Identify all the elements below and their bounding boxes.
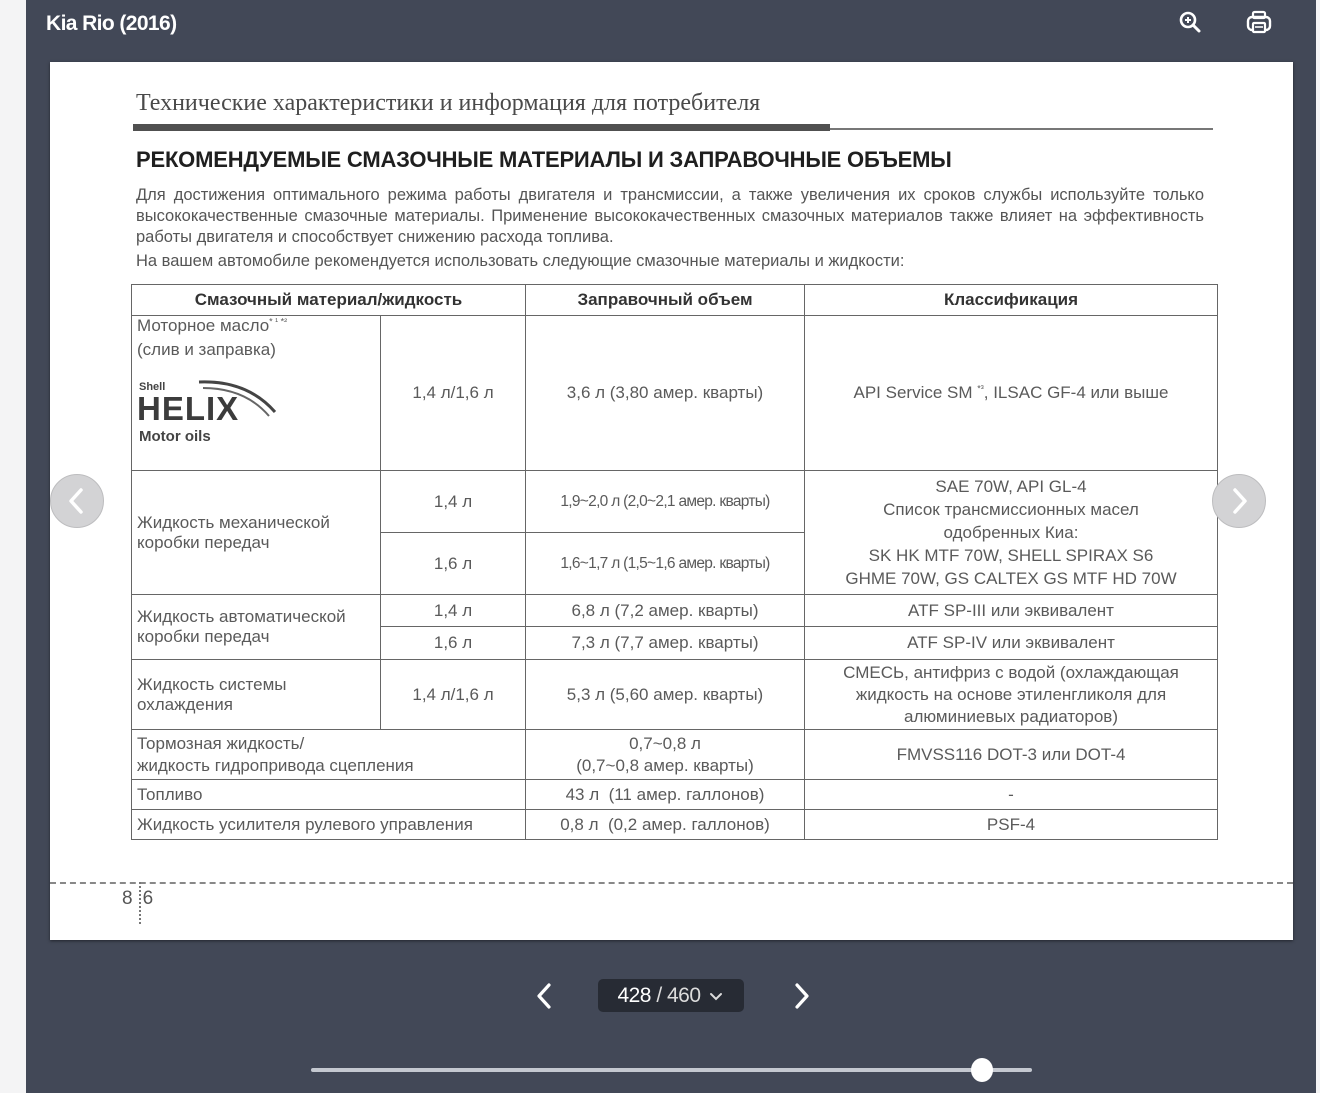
manual-spec-line: Список трансмиссионных масел — [883, 500, 1139, 519]
document-title: Kia Rio (2016) — [46, 12, 177, 35]
page-number — [122, 888, 153, 910]
header-classification: Классификация — [805, 285, 1218, 316]
previous-page-overlay-button[interactable] — [50, 474, 104, 528]
manual-engine-2: 1,6 л — [381, 533, 526, 595]
steering-name: Жидкость усилителя рулевого управления — [132, 810, 526, 840]
table-row — [132, 810, 1218, 840]
table-header-row — [132, 285, 1218, 316]
table-row — [132, 730, 1218, 780]
table-row — [132, 471, 1218, 533]
chevron-left-icon — [65, 486, 89, 516]
brake-name — [132, 730, 526, 780]
steering-volume: 0,8 л (0,2 амер. галлонов) — [526, 810, 805, 840]
document-viewer — [26, 0, 1316, 1093]
page-slider[interactable] — [311, 1068, 1032, 1072]
header-volume: Заправочный объем — [526, 285, 805, 316]
logo-shell: Shell — [139, 381, 166, 393]
next-page-overlay-button[interactable] — [1212, 474, 1266, 528]
auto-volume-1: 6,8 л (7,2 амер. кварты) — [526, 595, 805, 627]
table-row — [132, 660, 1218, 730]
previous-page-button[interactable] — [530, 980, 560, 1012]
page-separator: / — [650, 983, 667, 1007]
section-heading: РЕКОМЕНДУЕМЫЕ СМАЗОЧНЫЕ МАТЕРИАЛЫ И ЗАПРАВОЧНЫЕ ОБЪЕМЫ — [136, 147, 952, 172]
zoom-in-button[interactable] — [1176, 8, 1206, 38]
chevron-down-icon — [707, 989, 725, 1003]
table-row — [132, 316, 1218, 471]
zoom-in-icon — [1176, 8, 1206, 38]
chevron-left-icon — [530, 980, 560, 1012]
steering-spec: PSF-4 — [805, 810, 1218, 840]
page-number-section: 8 — [122, 888, 133, 909]
coolant-name: Жидкость системы охлаждения — [132, 660, 381, 730]
engine-oil-engine: 1,4 л/1,6 л — [381, 316, 526, 471]
manual-spec-line: GHME 70W, GS CALTEX GS MTF HD 70W — [845, 569, 1177, 588]
intro-paragraph: Для достижения оптимального режима работы двигателя и трансмиссии, а также увеличения их сроков службы используйте только высококачественные смазочные материалы. Применение высококачественных смазочных материалов также влияет на эффективность работы двигателя и способствует снижению расхода топлива. — [136, 186, 1204, 246]
shell-helix-logo — [137, 378, 287, 448]
engine-oil-spec — [805, 316, 1218, 471]
print-button[interactable] — [1244, 8, 1274, 38]
table-row — [132, 595, 1218, 627]
auto-spec-1: ATF SP-III или эквивалент — [805, 595, 1218, 627]
header-rule-thin — [830, 128, 1213, 130]
auto-engine-2: 1,6 л — [381, 627, 526, 660]
brake-name-1: Тормозная жидкость/ — [137, 733, 305, 753]
intro-paragraph-2: На вашем автомобиле рекомендуется использовать следующие смазочные материалы и жидкости: — [136, 252, 905, 270]
coolant-volume: 5,3 л (5,60 амер. кварты) — [526, 660, 805, 730]
manual-spec — [805, 471, 1218, 595]
engine-oil-spec-main: API Service SM — [853, 383, 973, 402]
table-row — [132, 780, 1218, 810]
manual-spec-line: SK HK MTF 70W, SHELL SPIRAX S6 — [868, 546, 1154, 565]
chevron-right-icon — [1227, 486, 1251, 516]
logo-motor-oils: Motor oils — [139, 428, 211, 445]
coolant-spec: СМЕСЬ, антифриз с водой (охлаждающая жидкость на основе этиленгликоля для алюминиевых радиаторов) — [805, 660, 1218, 730]
logo-helix: HELIX — [137, 390, 240, 427]
engine-oil-footnote: * ¹ *² — [269, 316, 288, 327]
manual-volume-1: 1,9~2,0 л (2,0~2,1 амер. кварты) — [526, 471, 805, 533]
manual-spec-line: одобренных Киа: — [943, 523, 1079, 542]
page-slider-thumb[interactable] — [971, 1058, 993, 1082]
header-lubricant: Смазочный материал/жидкость — [132, 285, 526, 316]
engine-oil-spec-rest: , ILSAC GF-4 или выше — [983, 383, 1169, 402]
fuel-volume: 43 л (11 амер. галлонов) — [526, 780, 805, 810]
engine-oil-cell — [132, 316, 381, 471]
brake-volume-1: 0,7~0,8 л — [629, 733, 701, 753]
auto-trans-name: Жидкость автоматической коробки передач — [132, 595, 381, 660]
next-page-button[interactable] — [786, 980, 816, 1012]
auto-spec-2: ATF SP-IV или эквивалент — [805, 627, 1218, 660]
brake-name-2: жидкость гидропривода сцепления — [137, 755, 414, 775]
header-rule-thick — [133, 124, 830, 131]
lubricants-table — [131, 284, 1218, 840]
brake-volume-2: (0,7~0,8 амер. кварты) — [576, 755, 754, 775]
engine-oil-name: Моторное масло — [137, 316, 270, 335]
current-page: 428 — [617, 983, 651, 1007]
auto-volume-2: 7,3 л (7,7 амер. кварты) — [526, 627, 805, 660]
fuel-spec: - — [805, 780, 1218, 810]
brake-volume — [526, 730, 805, 780]
chevron-right-icon — [786, 980, 816, 1012]
auto-engine-1: 1,4 л — [381, 595, 526, 627]
coolant-engine: 1,4 л/1,6 л — [381, 660, 526, 730]
document-page — [50, 62, 1293, 940]
manual-volume-2: 1,6~1,7 л (1,5~1,6 амер. кварты) — [526, 533, 805, 595]
total-pages: 460 — [667, 983, 701, 1007]
page-selector[interactable] — [598, 979, 744, 1012]
manual-trans-name: Жидкость механической коробки передач — [132, 471, 381, 595]
page-number-page: 6 — [142, 888, 154, 909]
print-icon — [1244, 8, 1274, 38]
engine-oil-spec-footnote: *³ — [977, 383, 984, 394]
running-head: Технические характеристики и информация для потребителя — [136, 90, 761, 116]
manual-spec-line: SAE 70W, API GL-4 — [935, 477, 1087, 496]
fuel-name: Топливо — [132, 780, 526, 810]
engine-oil-name-2: (слив и заправка) — [137, 340, 276, 359]
footer-dashed-rule — [50, 882, 1293, 884]
brake-spec: FMVSS116 DOT-3 или DOT-4 — [805, 730, 1218, 780]
engine-oil-volume: 3,6 л (3,80 амер. кварты) — [526, 316, 805, 471]
manual-engine-1: 1,4 л — [381, 471, 526, 533]
